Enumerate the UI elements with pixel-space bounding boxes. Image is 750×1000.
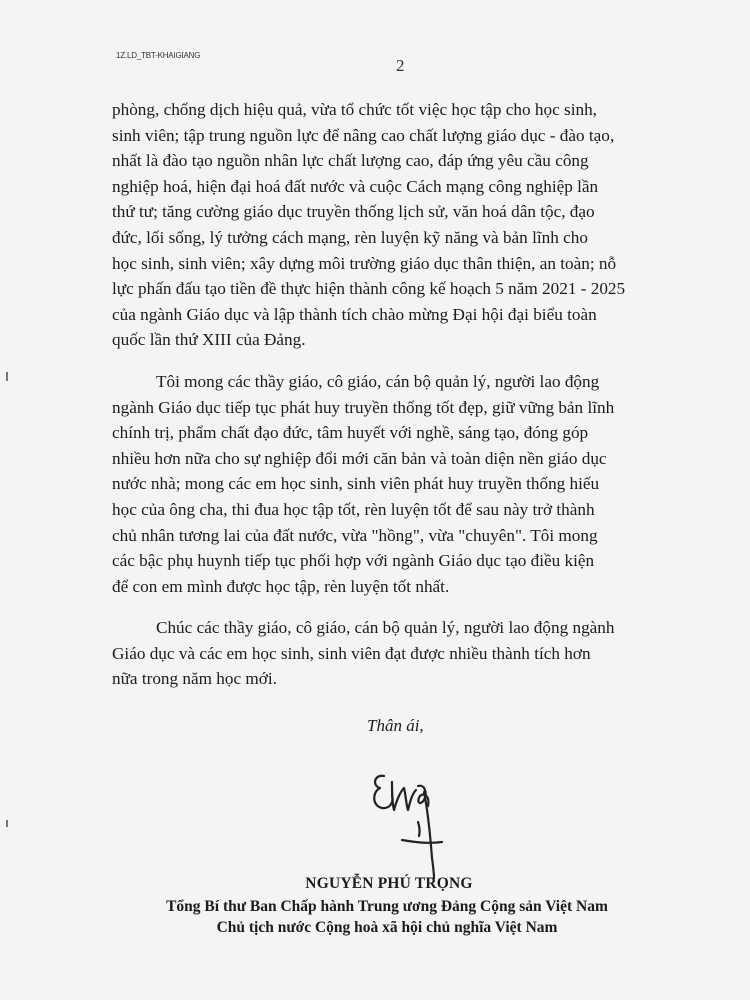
text-line: học sinh, sinh viên; xây dựng môi trường giáo dục thân thiện, an toàn; nỗ <box>112 253 617 273</box>
text-line: Giáo dục và các em học sinh, sinh viên đạt được nhiều thành tích hơn <box>112 643 591 663</box>
text-line: quốc lần thứ XIII của Đảng. <box>112 330 306 350</box>
handwritten-signature <box>362 762 452 880</box>
text-line: nhất là đào tạo nguồn nhân lực chất lượng cao, đáp ứng yêu cầu công <box>112 151 589 171</box>
signer-title-line: Chủ tịch nước Cộng hoà xã hội chủ nghĩa Việt Nam <box>216 919 558 936</box>
text-line: ngành Giáo dục tiếp tục phát huy truyền thống tốt đẹp, giữ vững bản lĩnh <box>112 397 615 417</box>
letter-body <box>112 97 696 692</box>
paragraph-3 <box>112 615 696 692</box>
signer-name: NGUYỄN PHÚ TRỌNG <box>305 875 473 892</box>
paragraph-gap <box>112 353 696 369</box>
text-line: học của ông cha, thi đua học tập tốt, rèn luyện tốt để sau này trở thành <box>112 499 595 519</box>
text-line: lực phấn đấu tạo tiền đề thực hiện thành công kế hoạch 5 năm 2021 - 2025 <box>112 279 626 299</box>
text-line: đức, lối sống, lý tưởng cách mạng, rèn luyện kỹ năng và bản lĩnh cho <box>112 227 588 247</box>
paragraph-gap <box>112 599 696 615</box>
text-line: để con em mình được học tập, rèn luyện tốt nhất. <box>112 576 450 596</box>
text-line: sinh viên; tập trung nguồn lực để nâng cao chất lượng giáo dục - đào tạo, <box>112 125 615 145</box>
paragraph-2 <box>112 369 696 599</box>
text-line: nữa trong năm học mới. <box>112 669 277 689</box>
text-line: Tôi mong các thầy giáo, cô giáo, cán bộ quản lý, người lao động <box>156 371 600 391</box>
scan-edge-mark <box>6 372 8 381</box>
text-line: thứ tư; tăng cường giáo dục truyền thống lịch sử, văn hoá dân tộc, đạo <box>112 202 595 222</box>
text-line: chủ nhân tương lai của đất nước, vừa "hồng", vừa "chuyên". Tôi mong <box>112 525 598 545</box>
text-line: chính trị, phẩm chất đạo đức, tâm huyết với nghề, sáng tạo, đóng góp <box>112 423 589 443</box>
text-line: của ngành Giáo dục và lập thành tích chào mừng Đại hội đại biểu toàn <box>112 304 597 324</box>
text-line: các bậc phụ huynh tiếp tục phối hợp với ngành Giáo dục tạo điều kiện <box>112 551 595 571</box>
text-line: Chúc các thầy giáo, cô giáo, cán bộ quản lý, người lao động ngành <box>156 618 615 638</box>
paragraph-1 <box>112 97 696 353</box>
text-line: phòng, chống dịch hiệu quả, vừa tổ chức tốt việc học tập cho học sinh, <box>112 100 597 119</box>
document-code: 1Z.LD_TBT-KHAIGIANG <box>116 51 201 60</box>
closing-greeting: Thân ái, <box>367 716 424 735</box>
text-line: nước nhà; mong các em học sinh, sinh viên phát huy truyền thống hiếu <box>112 474 600 494</box>
text-line: nhiều hơn nữa cho sự nghiệp đổi mới căn bản và toàn diện nền giáo dục <box>112 448 607 468</box>
page-number: 2 <box>396 56 405 75</box>
scan-edge-mark <box>6 820 8 827</box>
signer-title-line: Tổng Bí thư Ban Chấp hành Trung ương Đảng Cộng sản Việt Nam <box>166 898 608 915</box>
text-line: nghiệp hoá, hiện đại hoá đất nước và cuộc Cách mạng công nghiệp lần <box>112 176 599 196</box>
